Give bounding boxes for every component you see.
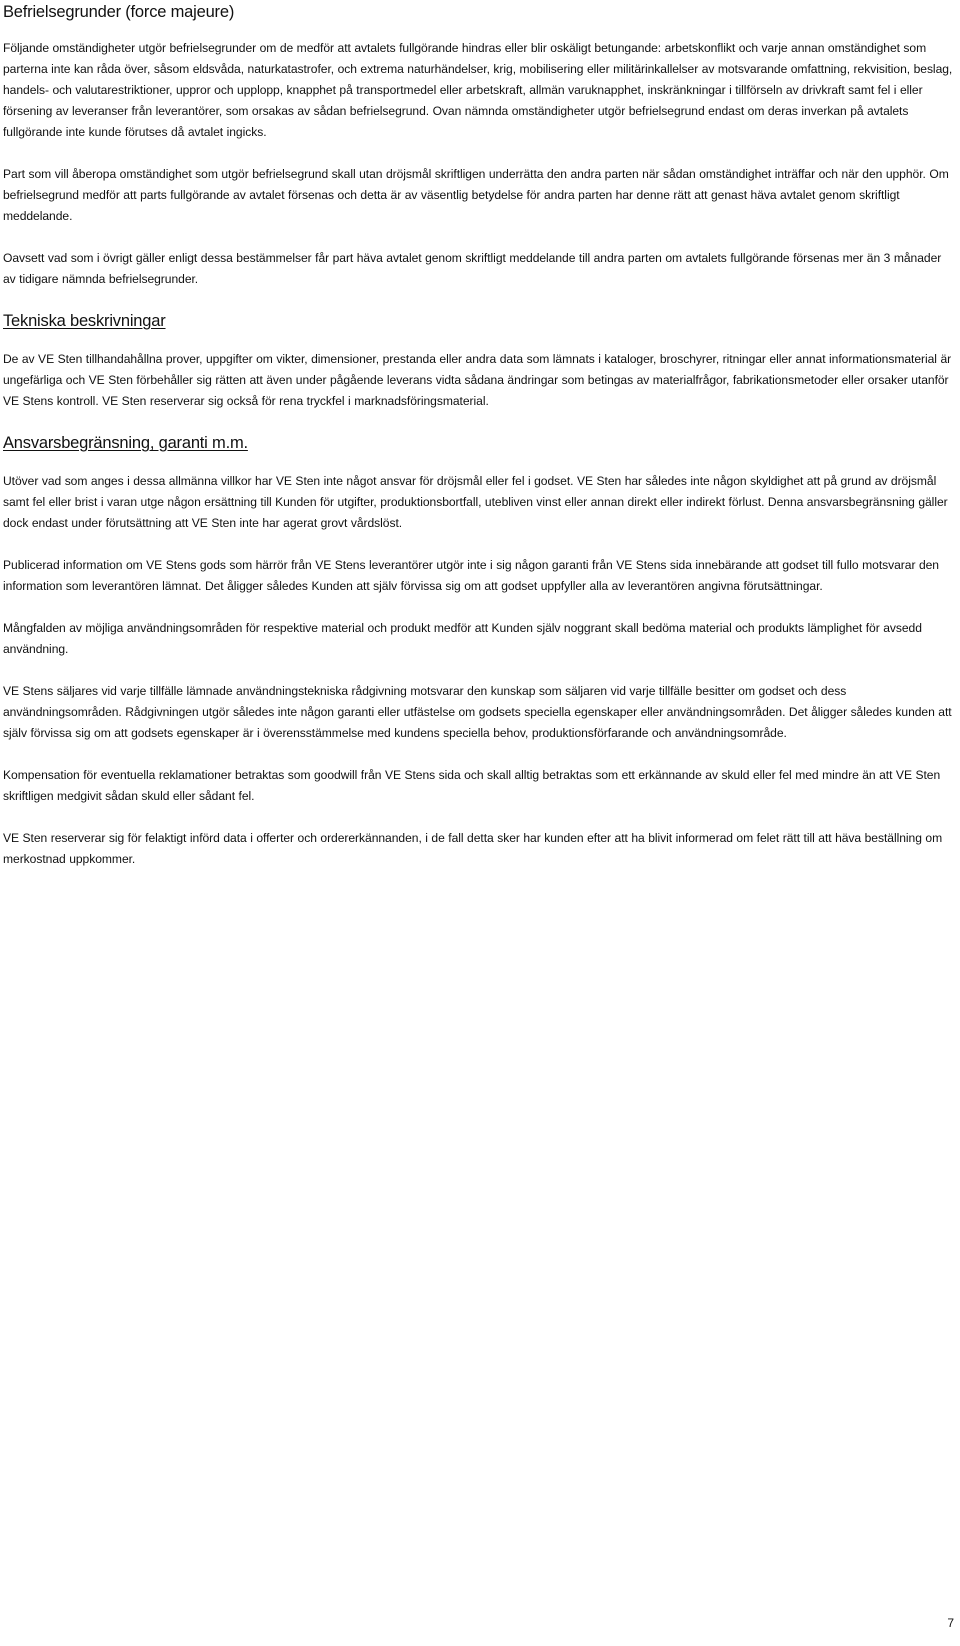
paragraph-force-majeure-3: Oavsett vad som i övrigt gäller enligt dessa bestämmelser får part häva avtalet genom skriftligt meddelande till andra parten om avtalets fullgörande försenas mer än 3 månader av tidigare nämnda befrielsegrunder. bbox=[3, 251, 942, 286]
paragraph-liability-4: VE Stens säljares vid varje tillfälle lämnade användningstekniska rådgivning motsvarar den kunskap som säljaren vid varje tillfälle besitter om godset och dess användningsområden. Rådgivningen utgör således inte någon garanti eller utfästelse om godsets speciella egenskaper eller användningsområden. Det åligger således kunden att själv förvissa sig om att godsets egenskaper är i överensstämmelse med kundens speciella behov, produktionsförfarande och användningsområde. bbox=[3, 684, 952, 740]
page-number: 7 bbox=[947, 1616, 954, 1630]
paragraph-technical-descriptions-1: De av VE Sten tillhandahållna prover, uppgifter om vikter, dimensioner, prestanda eller andra data som lämnats i kataloger, broschyrer, ritningar eller annat informationsmaterial är ungefärliga och VE Sten förbehåller sig rätten att även under pågående leverans vidta sådana ändringar som betingas av materialfrågor, fabrikationsmetoder eller orsaker utanför VE Stens kontroll. VE Sten reserverar sig också för rena tryckfel i marknadsföringsmaterial. bbox=[3, 352, 952, 408]
paragraph-liability-5: Kompensation för eventuella reklamationer betraktas som goodwill från VE Stens sida och skall alltig betraktas som ett erkännande av skuld eller fel med mindre än att VE Sten skriftligen medgivit sådan skuld eller sådant fel. bbox=[3, 768, 941, 803]
paragraph-force-majeure-2: Part som vill åberopa omständighet som utgör befrielsegrund skall utan dröjsmål skriftligen underrätta den andra parten när sådan omständighet inträffar och när den upphör. Om befrielsegrund medför att parts fullgörande av avtalet försenas och detta är av väsentlig betydelse för andra parten har denne rätt att genast häva avtalet genom skriftligt meddelande. bbox=[3, 167, 949, 223]
paragraph-liability-2: Publicerad information om VE Stens gods som härrör från VE Stens leverantörer utgör inte i sig någon garanti från VE Stens sida innebärande att godset till fullo motsvarar den information som leverantören lämnat. Det åligger således Kunden att själv förvissa sig om att godset uppfyller alla av leverantören angivna förutsättningar. bbox=[3, 558, 939, 593]
paragraph-liability-6: VE Sten reserverar sig för felaktigt införd data i offerter och ordererkännanden, i de fall detta sker har kunden efter att ha blivit informerad om felet rätt till att häva beställning om merkostnad uppkommer. bbox=[3, 831, 943, 866]
paragraph-liability-3: Mångfalden av möjliga användningsområden för respektive material och produkt medför att Kunden själv noggrant skall bedöma material och produkts lämplighet för avsedd användning. bbox=[3, 621, 922, 656]
section-title-force-majeure: Befrielsegrunder (force majeure) bbox=[3, 3, 235, 21]
section-title-technical-descriptions: Tekniska beskrivningar bbox=[3, 312, 166, 330]
paragraph-liability-1: Utöver vad som anges i dessa allmänna villkor har VE Sten inte något ansvar för dröjsmål eller fel i godset. VE Sten har således inte någon skyldighet att på grund av dröjsmål samt fel eller brist i varan utge någon ersättning till Kunden för utgifter, produktionsbortfall, utebliven vinst eller annan direkt eller indirekt förlust. Denna ansvarsbegränsning gäller dock endast under förutsättning att VE Sten inte har agerat grovt vårdslöst. bbox=[3, 474, 948, 530]
section-title-liability-limitation: Ansvarsbegränsning, garanti m.m. bbox=[3, 434, 248, 452]
paragraph-force-majeure-1: Följande omständigheter utgör befrielsegrunder om de medför att avtalets fullgörande hindras eller blir oskäligt betungande: arbetskonflikt och varje annan omständighet som parterna inte kan råda över, såsom eldsvåda, naturkatastrofer, och extrema naturhändelser, krig, mobilisering eller militärinkallelser av motsvarande omfattning, rekvisition, beslag, handels- och valutarestriktioner, uppror och upplopp, knapphet på transportmedel eller arbetskraft, allmän varuknapphet, inskränkningar i tillförseln av drivkraft samt fel i eller försening av leveranser från leverantörer, som orsakas av sådan befrielsegrund. Ovan nämnda omständigheter utgör befrielsegrund endast om deras inverkan på avtalets fullgörande inte kunde förutses då avtalet ingicks. bbox=[3, 41, 953, 139]
